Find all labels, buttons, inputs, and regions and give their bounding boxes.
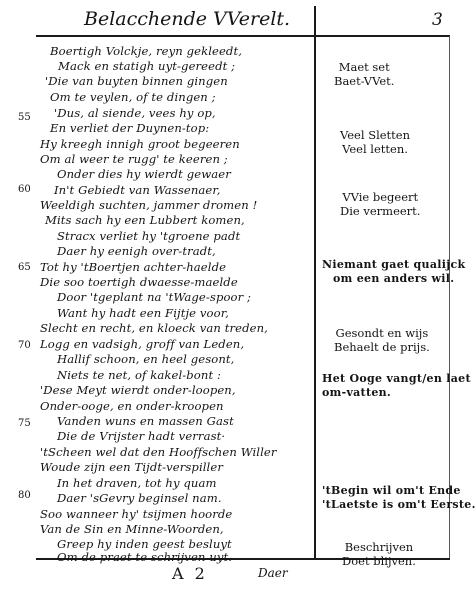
poem-line: 'Dese Meyt wierdt onder-loopen, <box>40 383 236 397</box>
poem-line: Mack en statigh uyt-gereedt ; <box>58 59 236 73</box>
poem-line: Niets te net, of kakel-bont : <box>57 368 221 382</box>
poem-line: Om de praet te schrijven uyt. <box>57 550 233 564</box>
poem-line: Daer 'sGevry beginsel nam. <box>57 491 222 505</box>
poem-line: En verliet der Duynen-top: <box>50 121 210 135</box>
poem-line: Die de Vrijster hadt verrast· <box>57 429 226 443</box>
poem-line: Om al weer te rugg' te keeren ; <box>40 152 228 166</box>
margin-note-line: om een anders wil. <box>333 272 455 285</box>
margin-note-line: Niemant gaet qualijck <box>322 258 466 271</box>
poem-line: Mits sach hy een Lubbert komen, <box>45 213 245 227</box>
poem-line: Greep hy inden geest besluyt <box>57 537 232 551</box>
margin-note-line: Het Ooge vangt/en laet <box>322 372 471 385</box>
margin-note-line: Veel letten. <box>342 142 408 156</box>
margin-note-line: VVie begeert <box>342 190 419 204</box>
margin-note <box>340 128 410 156</box>
poem-line: Boertigh Volckje, reyn gekleedt, <box>50 44 242 58</box>
margin-note <box>340 190 420 218</box>
poem-line: Stracx verliet hy 'tgroene padt <box>57 229 241 243</box>
poem-line: 'Die van buyten binnen gingen <box>45 74 228 88</box>
poem-line: Onder dies hy wierdt gewaer <box>57 167 231 181</box>
margin-note-line: Beschrijven <box>344 540 414 554</box>
poem-line: Van de Sin en Minne-Woorden, <box>40 522 224 536</box>
poem-line: 'tScheen wel dat den Hooffschen Willer <box>40 445 277 459</box>
poem-line: Slecht en recht, en kloeck van treden, <box>40 321 268 335</box>
margin-note-line: Die vermeert. <box>340 204 421 218</box>
line-number: 60 <box>18 184 31 195</box>
margin-note <box>322 258 465 286</box>
margin-note-line: 'tBegin wil om't Ende <box>322 484 461 497</box>
margin-note-line: Maet set <box>338 60 390 74</box>
poem-line: Weeldigh suchten, jammer dromen ! <box>40 198 258 212</box>
poem-line: Hy kreegh innigh groot begeeren <box>40 137 240 151</box>
poem-line: Logg en vadsigh, groff van Leden, <box>40 337 245 351</box>
margin-note-line: Baet-VVet. <box>334 74 395 88</box>
margin-note <box>342 540 416 568</box>
running-head: Belacchende VVerelt. <box>84 8 291 30</box>
margin-note <box>322 484 476 512</box>
margin-note-line: om-vatten. <box>322 386 392 399</box>
margin-note-line: Doet blijven. <box>342 554 416 568</box>
column-divider <box>314 6 316 558</box>
margin-note-line: Gesondt en wijs <box>335 326 429 340</box>
margin-note <box>322 372 471 400</box>
poem-line: In't Gebiedt van Wassenaer, <box>54 183 221 197</box>
margin-note <box>334 326 430 354</box>
poem-line: Die soo toertigh dwaesse-maelde <box>40 275 238 289</box>
header-rule <box>36 35 450 37</box>
signature-mark: A 2 <box>172 564 208 583</box>
poem-line: Om te veylen, of te dingen ; <box>50 90 216 104</box>
margin-note-line: 'tLaetste is om't Eerste. <box>322 498 476 511</box>
margin-note-line: Behaelt de prijs. <box>334 340 430 354</box>
margin-note <box>334 60 394 88</box>
poem-line: Hallif schoon, en heel gesont, <box>57 352 235 366</box>
right-border <box>449 36 450 558</box>
poem-line: Want hy hadt een Fijtje voor, <box>57 306 229 320</box>
line-number: 70 <box>18 340 31 351</box>
poem-line: In het draven, tot hy quam <box>57 476 217 490</box>
margin-note-line: Veel Sletten <box>340 128 411 142</box>
poem-line: Onder-ooge, en onder-kroopen <box>40 399 224 413</box>
page-number: 3 <box>432 10 443 30</box>
poem-line: Tot hy 'tBoertjen achter-haelde <box>40 260 227 274</box>
line-number: 75 <box>18 418 31 429</box>
poem-line: 'Dus, al siende, vees hy op, <box>54 106 216 120</box>
poem-line: Soo wanneer hy' tsijmen hoorde <box>40 507 233 521</box>
line-number: 80 <box>18 490 31 501</box>
poem-line: Daer hy eenigh over-tradt, <box>57 244 216 258</box>
line-number: 65 <box>18 262 31 273</box>
poem-line: Door 'tgeplant na 'tWage-spoor ; <box>57 290 252 304</box>
line-number: 55 <box>18 112 31 123</box>
catchword: Daer <box>258 566 288 580</box>
poem-line: Woude zijn een Tijdt-verspiller <box>40 460 223 474</box>
poem-line: Vanden wuns en massen Gast <box>57 414 234 428</box>
